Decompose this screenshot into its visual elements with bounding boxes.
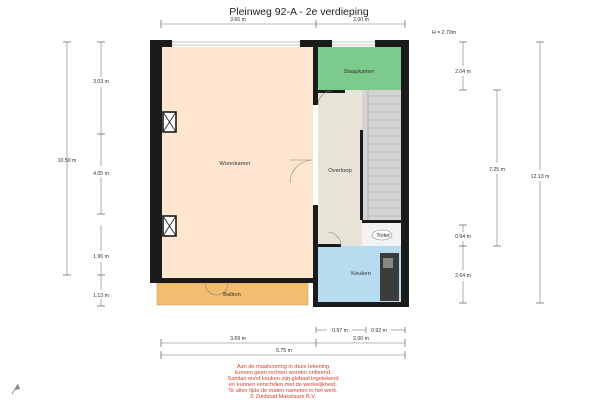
- dimension-right-2: 7.25 m: [489, 167, 505, 173]
- disclaimer-line-2: kunnen geen rechten worden ontleend.: [234, 370, 332, 376]
- dimension-left-total: 10.50 m: [57, 158, 77, 164]
- disclaimer-line-1: Aan de maatvoering in deze tekening: [236, 364, 330, 370]
- window-woonkamer-top: [172, 42, 300, 45]
- dimension-top-right: 2.00 m: [353, 17, 369, 23]
- dimension-right-3: 0.94 m: [455, 234, 471, 240]
- dimension-top-left: 3.65 m: [230, 17, 246, 23]
- column-lower: [163, 216, 176, 236]
- label-keuken: Keuken: [351, 271, 371, 277]
- bottom-dimension-small: [316, 327, 405, 333]
- disclaimer-line-6: Te allen tijde de maten nameten in het werk.: [228, 388, 338, 394]
- label-toilet: Toilet: [376, 233, 390, 239]
- right-dimension-total: [536, 42, 544, 303]
- drawing-title: Pleinweg 92-A - 2e verdieping: [229, 6, 369, 18]
- column-upper: [163, 112, 176, 132]
- dimension-bottom-total: 5.75 m: [276, 348, 292, 354]
- dimension-bottom-small-1: 0.97 m: [332, 328, 348, 334]
- stair-railing: [360, 130, 363, 220]
- dimension-left-3: 1.96 m: [93, 254, 109, 260]
- dimension-left-2: 4.05 m: [93, 171, 109, 177]
- disclaimer-line-4: en kunnen verschillen met de werkelijkheid.: [229, 382, 337, 388]
- ceiling-height-note: H = 2.70m: [432, 30, 457, 36]
- kitchen-sink: [383, 258, 393, 268]
- dimension-right-total: 12.13 m: [530, 174, 550, 180]
- disclaimer-line-3: Sanitair en/of keuken zijn globaal ingetekend: [227, 376, 339, 382]
- dimension-bottom-right: 2.00 m: [353, 336, 369, 342]
- window-slaapkamer-top: [332, 42, 375, 45]
- north-arrow-icon: [12, 384, 20, 394]
- dimension-bottom-left: 3.69 m: [230, 336, 246, 342]
- label-woonkamer: Woonkamer: [219, 161, 251, 167]
- label-overloop: Overloop: [328, 168, 352, 174]
- dimension-left-1: 3.03 m: [93, 79, 109, 85]
- label-balkon: Balkon: [223, 292, 241, 298]
- label-slaapkamer: Slaapkamer: [343, 69, 375, 75]
- dimension-left-4: 1.13 m: [93, 293, 109, 299]
- dimension-right-1: 2.04 m: [455, 69, 471, 75]
- right-dimension-inner: [459, 42, 467, 303]
- dimension-right-4: 2.64 m: [455, 273, 471, 279]
- disclaimer-line-7: © Zuidstad Makelaars B.V.: [249, 394, 317, 400]
- dimension-bottom-small-2: 0.92 m: [371, 328, 387, 334]
- disclaimer: [227, 364, 338, 400]
